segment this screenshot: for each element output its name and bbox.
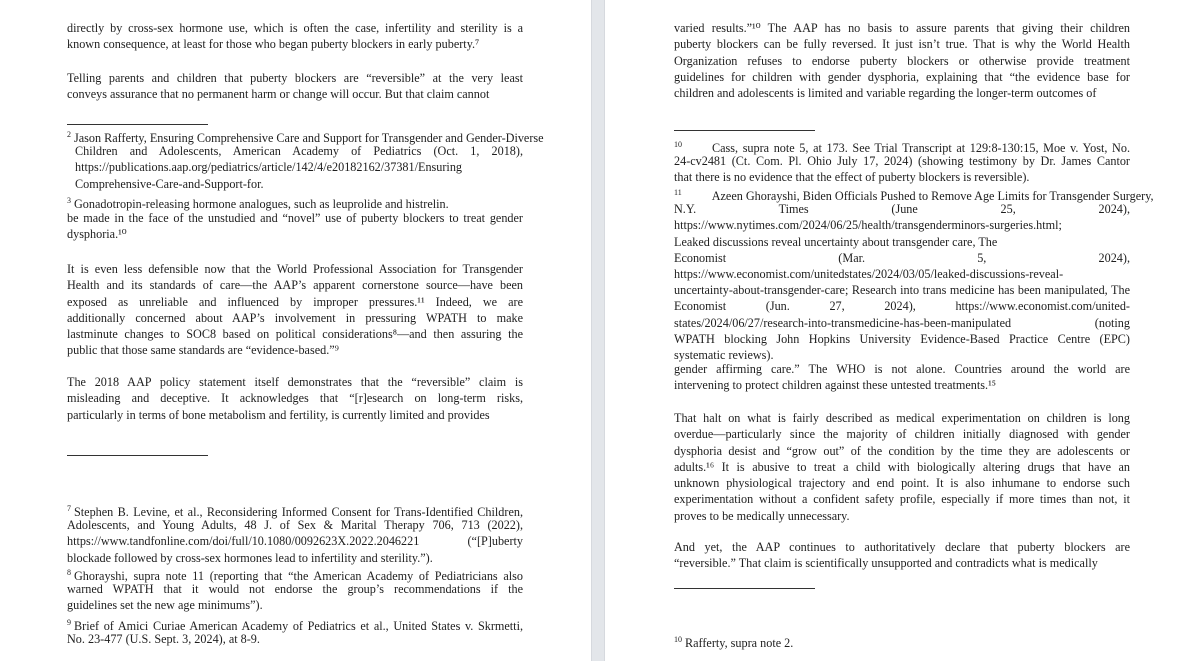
footnote-number: 10 [674,635,682,644]
footnote-8 [67,565,523,614]
footnote-line [674,282,1130,298]
footnote-line [67,597,523,613]
footnote-3 [67,193,523,209]
line-text: Comprehensive-Care-and-Support-for. [75,176,264,191]
line-text: public that those same standards are “evidence-based.”⁹ [67,343,339,358]
line-text: particularly in terms of bone metabolism and fertility, is currently limited and provides [67,407,490,422]
line-text: It is even less defensible now that the World Professional Association for Transgender [67,262,523,276]
line-text: intervening to protect children against these untested treatments.¹⁵ [674,378,996,393]
paragraph-line [674,410,1130,426]
paragraph-line [67,277,523,293]
footnote-number: 3 [67,196,71,205]
paragraph-line [674,20,1130,36]
footnote-10 [674,137,1130,186]
footnote-separator [67,455,208,456]
line-text: And yet, the AAP continues to authoritatively declare that puberty blockers are [674,540,1130,554]
footnote-line [67,176,523,192]
footnote-11 [674,185,1154,363]
footnote-number: 10 [674,140,682,149]
footnote-separator [67,124,208,125]
paragraph-line [674,85,1130,101]
paragraph-line [674,36,1130,52]
line-text: dysphoria desist and “grow out” of the condition by the time they are adolescents or [674,443,1130,458]
line-text: WPATH blocking John Hopkins University Evidence-Based Practice Centre (EPC) [674,331,1130,346]
paragraph-line [674,426,1130,442]
footnote-line [674,250,1130,266]
footnote-line [67,615,523,631]
line-text: Jason Rafferty, Ensuring Comprehensive Care and Support for Transgender and Gender-Diverse [74,131,544,145]
line-text: Azeen Ghorayshi, Biden Officials Pushed to Remove Age Limits for Transgender Surgery, [711,189,1154,203]
paragraph-line [67,342,523,358]
line-text: Ghorayshi, supra note 11 (reporting that “the American Academy of Pediatricians also [74,569,523,583]
footnote-line [674,185,1154,203]
footnote-line [674,169,1130,185]
line-text: additionally concerned about AAP’s involvement in pressuring WPATH to make [67,310,523,325]
footnote-number: 9 [67,618,71,627]
footnote-line [67,517,523,533]
line-text: lastminute changes to SOC8 based on political considerations⁸—and then assuring the [67,327,523,342]
page-gutter [591,0,605,661]
footnote-line [674,632,1130,648]
line-text: Stephen B. Levine, et al., Reconsidering Informed Consent for Trans-Identified Children, [74,505,523,519]
body-paragraph [67,70,523,103]
footnote-line [67,581,523,597]
footnote-line [67,631,523,647]
footnote-number: 11 [674,188,682,197]
footnote-line [674,217,1130,233]
line-text: Brief of Amici Curiae American Academy of Pediatrics et al., United States v. Skrmetti, [74,619,523,633]
paragraph-line [67,390,523,406]
line-text: systematic reviews). [674,347,774,362]
paragraph-line [67,374,523,390]
body-paragraph [67,20,523,53]
paragraph-line [674,53,1130,69]
line-text: “reversible.” That claim is scientifically unsupported and contradicts what is medically [674,556,1098,571]
line-text: Children and Adolescents, American Academy of Pediatrics (Oct. 1, 2018), [75,144,523,159]
body-paragraph [674,361,1130,394]
body-paragraph [674,539,1130,572]
line-text: Organization refuses to endorse puberty blockers or otherwise provide treatment [674,53,1130,68]
paragraph-line [674,539,1130,555]
line-text: Cass, supra note 5, at 173. See Trial Transcript at 129:8-130:15, Moe v. Yost, No. [712,141,1130,155]
footnote-separator [674,588,815,589]
line-text: Telling parents and children that puberty blockers are “reversible” at the very least [67,71,523,85]
line-text: overdue—particularly since the majority of children initially diagnosed with gender [674,427,1130,442]
footnote-line [67,127,544,145]
footnote-line [674,315,1130,331]
footnote-9 [67,615,523,647]
line-text: Rafferty, supra note 2. [685,636,794,650]
line-text: known consequence, at least for those who began puberty blockers in early puberty.⁷ [67,37,480,52]
footnote-line [674,298,1130,314]
body-paragraph [674,20,1130,101]
footnote-line [674,266,1130,282]
footnote-line [674,234,1130,250]
document-page-left [0,0,591,661]
footnote-line [674,153,1130,169]
line-text: adults.¹⁶ It is abusive to treat a child with biologically altering drugs that have an [674,459,1130,474]
line-text: https://www.tandfonline.com/doi/full/10.1080/0092623X.2022.2046221 (“[P]uberty [67,534,523,549]
paragraph-line [674,491,1130,507]
footnote-line [67,143,523,159]
paragraph-line [674,361,1130,377]
line-text: varied results.”¹⁰ The AAP has no basis to assure parents that giving their children [674,21,1130,35]
line-text: exposed as unreliable and influenced by improper pressures.¹¹ Indeed, we are [67,294,523,309]
footnote-line [67,565,523,581]
line-text: Gonadotropin-releasing hormone analogues, such as leuprolide and histrelin. [74,197,449,211]
paragraph-line [674,459,1130,475]
footnote-separator [674,130,815,131]
document-page-right [605,0,1200,661]
line-text: guidelines set the new age minimums”). [67,598,263,613]
line-text: guidelines for children with gender dysphoria, explaining that “the evidence base for [674,69,1130,84]
line-text: gender affirming care.” The WHO is not alone. Countries around the world are [674,362,1130,376]
paragraph-line [674,443,1130,459]
line-text: The 2018 AAP policy statement itself demonstrates that the “reversible” claim is [67,375,523,389]
paragraph-line [674,377,1130,393]
line-text: children and adolescents is limited and variable regarding the longer-term outcomes of [674,86,1097,101]
line-text: be made in the face of the unstudied and “novel” use of puberty blockers to treat gender [67,211,523,225]
footnote-number: 2 [67,130,71,139]
body-paragraph [67,374,523,423]
footnote-10 [674,632,1130,648]
body-paragraph [674,410,1130,524]
paragraph-line [67,326,523,342]
paragraph-line [67,70,523,86]
line-text: proves to be medically unnecessary. [674,508,850,523]
paragraph-line [67,310,523,326]
line-text: That halt on what is fairly described as medical experimentation on children is long [674,411,1130,425]
footnote-line [674,201,1130,217]
footnote-2 [67,127,544,192]
paragraph-line [67,226,523,242]
footnote-line [67,159,523,175]
paragraph-line [674,475,1130,491]
footnote-line [67,193,523,209]
paragraph-line [67,20,523,36]
line-text: 24-cv2481 (Ct. Com. Pl. Ohio July 17, 2024) (showing testimony by Dr. James Cantor [674,154,1130,169]
line-text: directly by cross-sex hormone use, which is often the case, infertility and sterility is a [67,21,523,35]
line-text: https://www.nytimes.com/2024/06/25/health/transgenderminors-surgeries.html; [674,218,1062,233]
footnote-line [67,501,523,517]
line-text: No. 23-477 (U.S. Sept. 3, 2024), at 8-9. [67,632,260,647]
line-text: https://publications.aap.org/pediatrics/article/142/4/e20182162/37381/Ensuring [75,160,463,175]
paragraph-line [67,210,523,226]
paragraph-line [674,555,1130,571]
line-text: puberty blockers can be fully reversed. It just isn’t true. That is why the World Health [674,37,1130,52]
body-paragraph [67,210,523,243]
line-text: Adolescents, and Young Adults, 48 J. of Sex & Marital Therapy 706, 713 (2022), [67,518,523,533]
footnote-number: 8 [67,568,71,577]
line-text: https://www.economist.com/unitedstates/2024/03/05/leaked-discussions-reveal- [674,266,1064,281]
footnote-number: 7 [67,504,71,513]
paragraph-line [67,86,523,102]
paragraph-line [67,36,523,52]
line-text: states/2024/06/27/research-into-transmedicine-has-been-manipulated (noting [674,315,1130,330]
line-text: N.Y. Times (June 25, 2024), [674,202,1130,217]
line-text: that there is no evidence that the effect of puberty blockers is reversible). [674,170,1030,185]
line-text: unknown physiological trajectory and end point. It is also inhumane to endorse such [674,476,1130,491]
line-text: Economist (Jun. 27, 2024), https://www.economist.com/united- [674,299,1130,314]
line-text: Health and its standards of care—the AAP’s apparent cornerstone source—have been [67,278,523,293]
line-text: dysphoria.¹⁰ [67,227,127,242]
paragraph-line [67,261,523,277]
line-text: misleading and deceptive. It acknowledges that “[r]esearch on long-term risks, [67,391,523,406]
line-text: blockade followed by cross-sex hormones lead to infertility and sterility.”). [67,550,433,565]
line-text: Leaked discussions reveal uncertainty about transgender care, The [674,234,998,249]
paragraph-line [67,294,523,310]
footnote-line [674,137,1130,153]
line-text: uncertainty-about-transgender-care; Research into trans medicine has been manipulated, The [674,283,1130,298]
footnote-7 [67,501,523,566]
line-text: warned WPATH that it would not endorse the group’s recommendations if the [67,582,523,597]
footnote-line [674,331,1130,347]
line-text: conveys assurance that no permanent harm or change will occur. But that claim cannot [67,87,490,102]
paragraph-line [674,508,1130,524]
line-text: Economist (Mar. 5, 2024), [674,250,1130,265]
paragraph-line [674,69,1130,85]
line-text: experimentation without a confident safety profile, especially if more times than not, it [674,492,1130,507]
footnote-line [67,533,523,549]
body-paragraph [67,261,523,359]
footnote-line [67,550,523,566]
paragraph-line [67,407,523,423]
